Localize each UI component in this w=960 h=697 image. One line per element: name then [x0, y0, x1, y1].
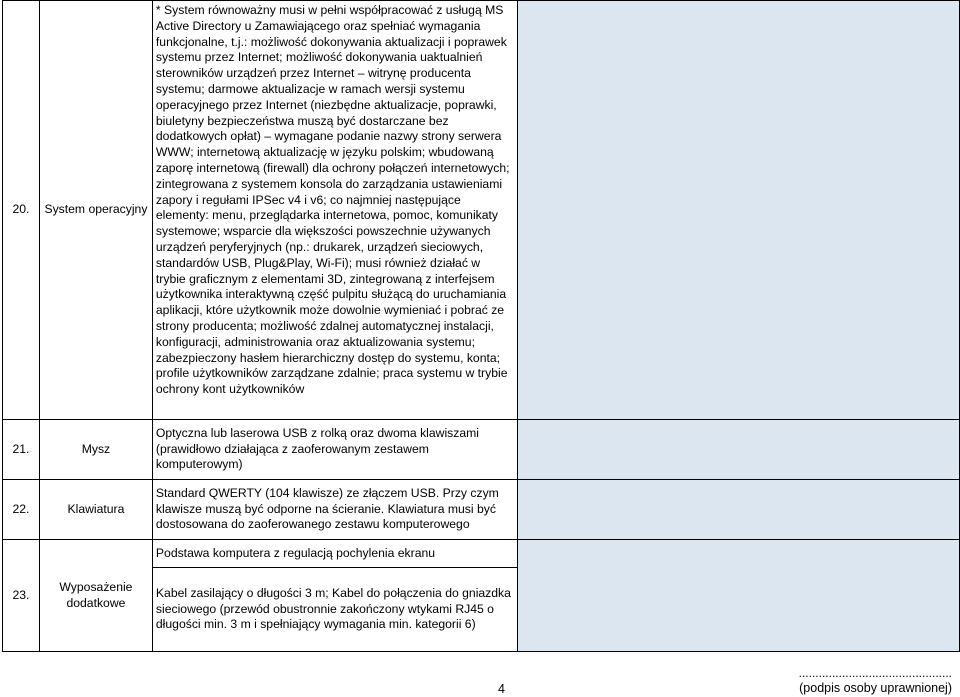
row-number: 23.	[3, 540, 40, 652]
row-number: 21.	[3, 420, 40, 480]
row-description: Kabel zasilający o długości 3 m; Kabel do połączenia do gniazdka sieciowego (przewód obustronnie zakończony wtykami RJ45 o długości min. 3 m i spełniający wymagania min. kategorii 6)	[152, 568, 517, 652]
row-name: System operacyjny	[39, 1, 152, 420]
row-description: Podstawa komputera z regulacją pochylenia ekranu	[152, 540, 517, 568]
row-description: * System równoważny musi w pełni współpracować z usługą MS Active Directory u Zamawiającego oraz spełniać wymagania funkcjonalne, t.j.: możliwość dokonywania aktualizacji i poprawek systemu przez Internet; możliwość dokonywania uaktualnień sterowników urządzeń przez Internet – witrynę producenta systemu; darmowe aktualizacje w ramach wersji systemu operacyjnego przez Internet (niezbędne aktualizacje, poprawki, biuletyny bezpieczeństwa muszą być dostarczane bez dodatkowych opłat) – wymagane podanie nazwy strony serwera WWW; internetową aktualizację w języku polskim; wbudowaną zaporę internetową (firewall) dla ochrony połączeń internetowych; zintegrowana z systemem konsola do zarządzania ustawieniami zapory i regułami IPSec v4 i v6; co najmniej następujące elementy: menu, przeglądarka internetowa, pomoc, komunikaty systemowe; wsparcie dla większości powszechnie używanych urządzeń peryferyjnych (np.: drukarek, urządzeń sieciowych, standardów USB, Plug&Play, Wi-Fi); musi również działać w trybie graficznym z elementami 3D, zintegrowaną z interfejsem użytkownika interaktywną część pulpitu służącą do uruchamiania aplikacji, które użytkownik może dowolnie wymieniać i pobrać ze strony producenta; możliwość zdalnej automatycznej instalacji, konfiguracji, administrowania oraz aktualizowania systemu; zabezpieczony hasłem hierarchiczny dostęp do systemu, konta; profile użytkowników zarządzane zdalnie; praca systemu w trybie ochrony kont użytkowników	[152, 1, 517, 420]
row-name: Klawiatura	[39, 480, 152, 540]
row-number: 22.	[3, 480, 40, 540]
answer-cell[interactable]	[517, 480, 959, 540]
row-description: Optyczna lub laserowa USB z rolką oraz dwoma klawiszami (prawidłowo działająca z zaoferowanym zestawem komputerowym)	[152, 420, 517, 480]
answer-cell[interactable]	[517, 420, 959, 480]
specification-table	[2, 0, 960, 652]
row-number: 20.	[3, 1, 40, 420]
row-name: Mysz	[39, 420, 152, 480]
signature-label: (podpis osoby uprawnionej)	[799, 681, 952, 695]
table-row	[3, 540, 960, 568]
row-description: Standard QWERTY (104 klawisze) ze złączem USB. Przy czym klawisze muszą być odporne na ścieranie. Klawiatura musi być dostosowana do zaoferowanego zestawu komputerowego	[152, 480, 517, 540]
table-row	[3, 420, 960, 480]
answer-cell[interactable]	[517, 540, 959, 652]
signature-line: ..............................................	[798, 666, 952, 680]
table-row	[3, 1, 960, 420]
answer-cell[interactable]	[517, 1, 959, 420]
page-number: 4	[498, 682, 505, 696]
table-row	[3, 480, 960, 540]
row-name: Wyposażenie dodatkowe	[39, 540, 152, 652]
